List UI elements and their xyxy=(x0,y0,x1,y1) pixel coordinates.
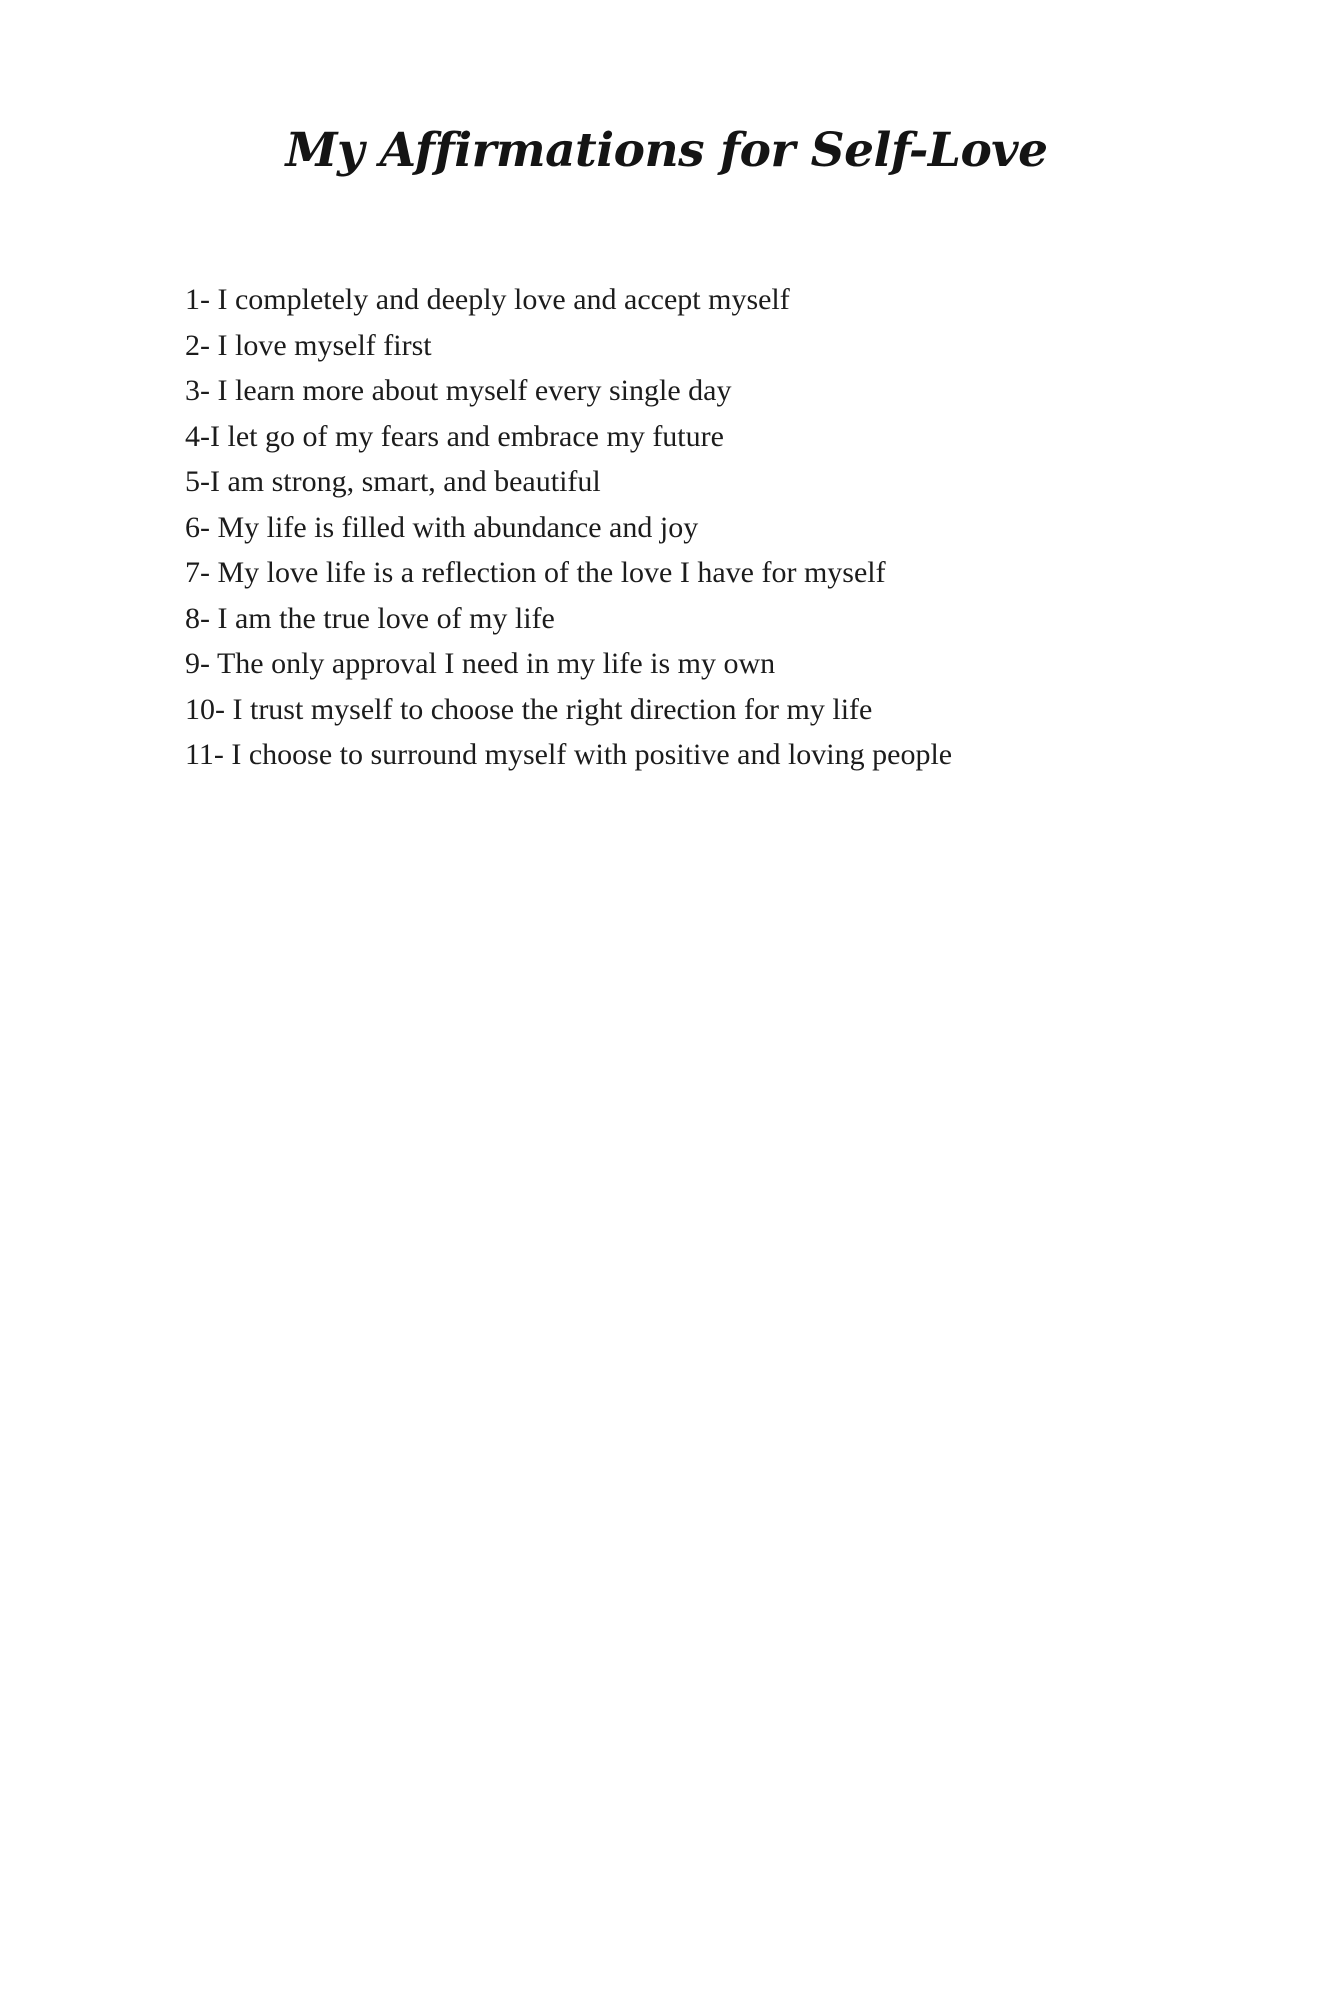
list-item: 6- My life is filled with abundance and joy xyxy=(185,510,699,544)
list-item: 7- My love life is a reflection of the love I have for myself xyxy=(185,556,886,589)
list-item: 5-I am strong, smart, and beautiful xyxy=(185,465,601,498)
list-item: 1- I completely and deeply love and accept myself xyxy=(185,283,790,316)
list-item: 4-I let go of my fears and embrace my future xyxy=(185,419,724,453)
list-item: 2- I love myself first xyxy=(185,328,432,362)
list-item: 9- The only approval I need in my life is my own xyxy=(185,647,776,680)
list-item: 11- I choose to surround myself with positive and loving people xyxy=(185,738,953,771)
list-item: 8- I am the true love of my life xyxy=(185,601,555,635)
list-item: 3- I learn more about myself every single day xyxy=(185,374,732,407)
affirmations-list xyxy=(185,277,1195,778)
page-title: My Affirmations for Self-Love xyxy=(285,123,1048,179)
list-item: 10- I trust myself to choose the right direction for my life xyxy=(185,692,873,726)
